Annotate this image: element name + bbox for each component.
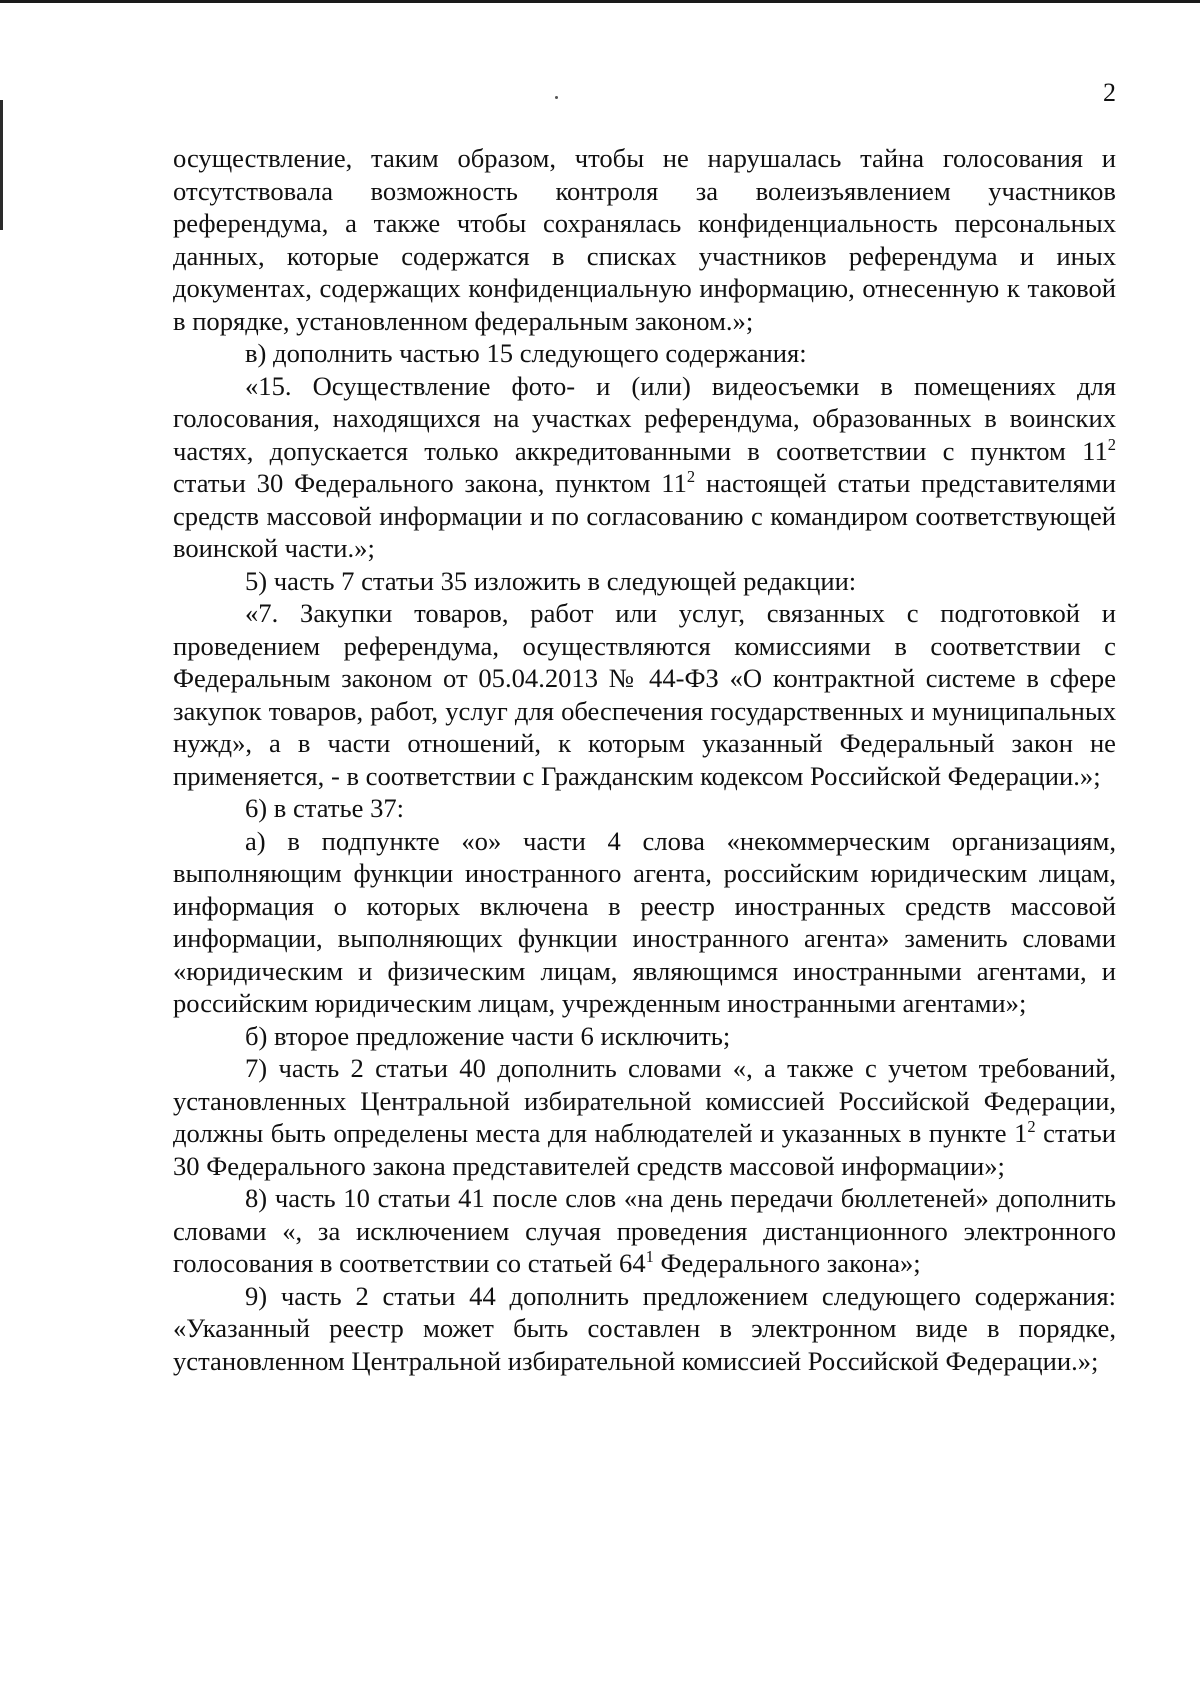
paragraph-p4: 5) часть 7 статьи 35 изложить в следующей редакции:: [245, 565, 857, 596]
paragraph-p7: а) в подпункте «о» части 4 слова «некоммерческим организациям, выполняющим функции иностранного агента, российским юридическим лицам, информация о которых включена в реестр иностранных средств массовой информации, выполняющих функции иностранного агента» заменить словами «юридическим и физическим лицам, являющимся иностранными агентами, и российским юридическим лицам, учрежденным иностранными агентами»;: [173, 825, 1116, 1018]
scan-speck: [555, 96, 558, 99]
text-run: 8) часть 10 статьи 41 после слов «на день передачи бюллетеней» дополнить словами «, за исключением случая проведения дистанционного электронного голосования в соответствии со статьей 64: [173, 1183, 1116, 1278]
paragraph-p8: б) второе предложение части 6 исключить;: [245, 1020, 731, 1051]
paragraph-p3: [173, 370, 1116, 565]
text-run: 7) часть 2 статьи 40 дополнить словами «, а также с учетом требований, установленных Центральной избирательной комиссией Российской Федерации, должны быть определены места для наблюдателей и указанных в пункте 1: [173, 1053, 1116, 1148]
text-run: настоящей статьи представителями средств массовой информации и по согласованию с командиром соответствующей воинской части.»;: [173, 468, 1116, 563]
paragraph-p6: 6) в статье 37:: [245, 793, 405, 823]
paragraph-p10: [173, 1182, 1116, 1280]
scan-top-edge: [0, 0, 1200, 3]
paragraph-p2: в) дополнить частью 15 следующего содержания:: [245, 338, 807, 368]
text-run: «15. Осуществление фото- и (или) видеосъемки в помещениях для голосования, находящихся на участках референдума, образованных в воинских частях, допускается только аккредитованными в соответствии с пунктом 11: [173, 370, 1116, 466]
superscript: 1: [645, 1247, 654, 1267]
superscript: 2: [1107, 434, 1116, 454]
paragraph-p11: 9) часть 2 статьи 44 дополнить предложением следующего содержания: «Указанный реестр может быть составлен в электронном виде в порядке, установленном Центральной избирательной комиссией Российской Федерации.»;: [173, 1280, 1116, 1376]
document-body: [173, 142, 1116, 1377]
text-run: статьи 30 Федерального закона представителей средств массовой информации»;: [173, 1118, 1116, 1181]
paragraph-p5: «7. Закупки товаров, работ или услуг, связанных с подготовкой и проведением референдума, осуществляются комиссиями в соответствии с Федеральным законом от 05.04.2013 № 44-ФЗ «О контрактной системе в сфере закупок товаров, работ, услуг для обеспечения государственных и муниципальных нужд», а в части отношений, к которым указанный Федеральный закон не применяется, - в соответствии с Гражданским кодексом Российской Федерации.»;: [173, 598, 1116, 791]
superscript: 2: [686, 467, 696, 487]
paragraph-p1: осуществление, таким образом, чтобы не нарушалась тайна голосования и отсутствовала возможность контроля за волеизъявлением участников референдума, а также чтобы сохранялась конфиденциальность персональных данных, которые содержатся в списках участников референдума и иных документах, содержащих конфиденциальную информацию, отнесенную к таковой в порядке, установленном федеральным законом.»;: [173, 143, 1116, 336]
text-run: статьи 30 Федерального закона, пунктом 11: [173, 468, 687, 498]
scan-left-edge: [0, 100, 3, 230]
text-run: Федерального закона»;: [653, 1248, 921, 1278]
paragraph-p9: [173, 1052, 1116, 1182]
superscript: 2: [1027, 1117, 1036, 1137]
page-number: 2: [1103, 78, 1116, 107]
